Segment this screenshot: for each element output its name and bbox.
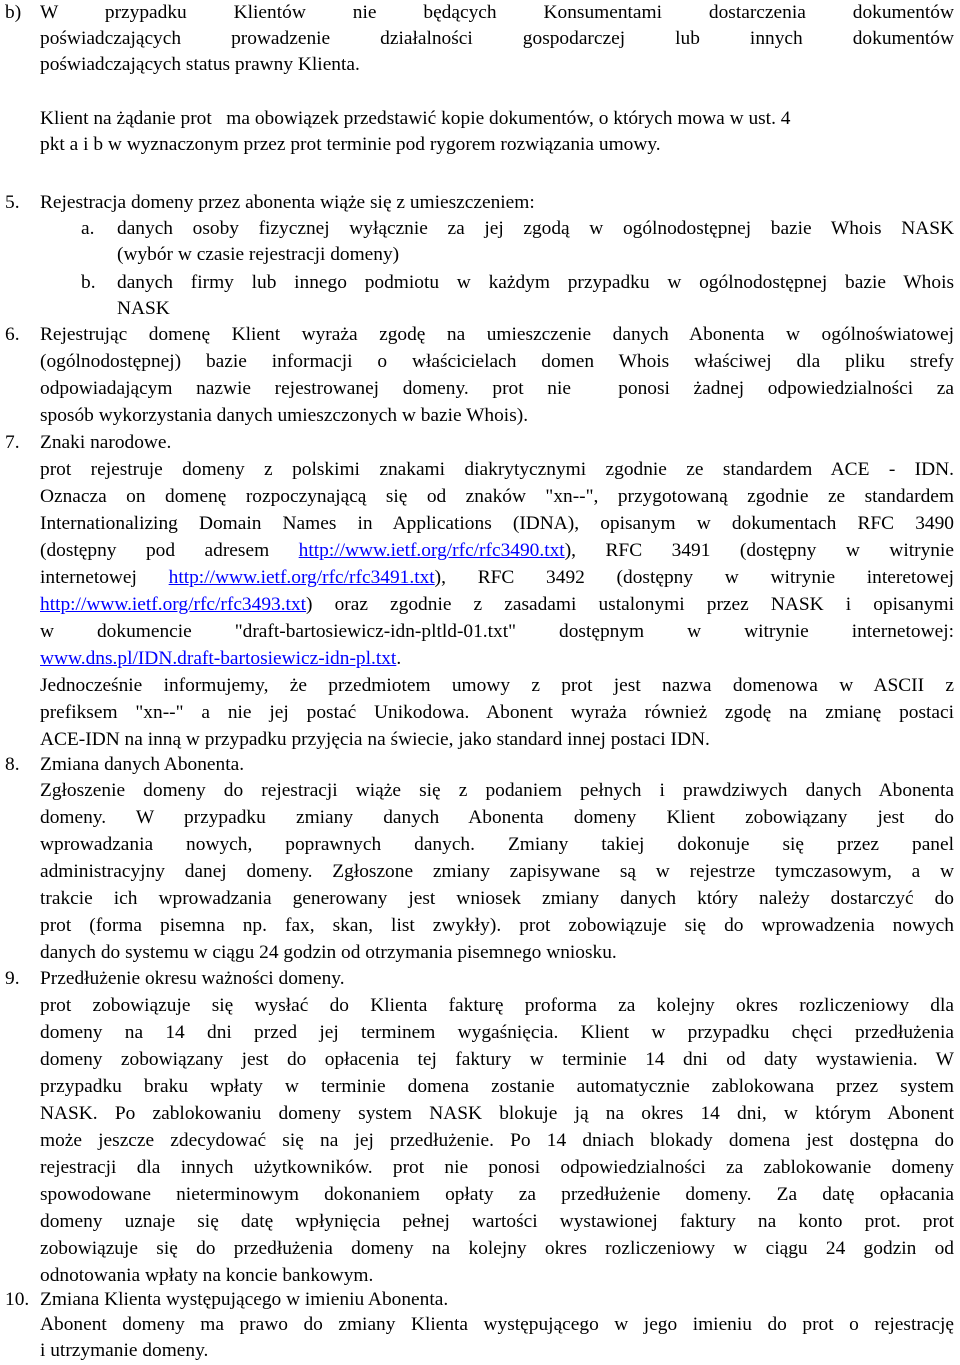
section-5-title: Rejestracja domeny przez abonenta wiąże się z umieszczeniem: (40, 192, 535, 213)
section-7-line: Oznacza on domenę rozpoczynającą się od znaków "xn--", przygotowaną zgodnie ze standardem (40, 486, 954, 507)
section-7-line: w dokumencie "draft-bartosiewicz-idn-pltld-01.txt" dostępnym w witrynie internetowej: (40, 621, 954, 642)
section-8-line: Zgłoszenie domeny do rejestracji wiąże się z podaniem pełnych i prawdziwych danych Abonenta (40, 780, 954, 801)
section-8-line: trakcie ich wprowadzania generowany jest wniosek zmiany danych który należy dostarczyć do (40, 888, 954, 909)
section-7-line (40, 538, 954, 564)
item-b-line: poświadczających status prawny Klienta. (40, 54, 360, 75)
section-7-line: prot rejestruje domeny z polskimi znakami diakrytycznymi zgodnie ze standardem ACE - IDN. (40, 459, 954, 480)
item-b-line: W przypadku Klientów nie będących Konsumentami dostarczenia dokumentów (40, 2, 954, 23)
section-7-line: Jednocześnie informujemy, że przedmiotem umowy z prot jest nazwa domenowa w ASCII z (40, 675, 954, 696)
section-6-line: (ogólnodostępnej) bazie informacji o właścicielach domen Whois właściwej dla pliku strefy (40, 351, 954, 372)
section-5a-line: (wybór w czasie rejestracji domeny) (117, 244, 400, 265)
section-5a-marker: a. (81, 218, 95, 239)
section-5b-marker: b. (81, 272, 96, 293)
rfc3491-link[interactable]: http://www.ietf.org/rfc/rfc3491.txt (168, 567, 435, 588)
section-10-line: i utrzymanie domeny. (40, 1340, 209, 1361)
idn-draft-link[interactable]: www.dns.pl/IDN.draft-bartosiewicz-idn-pl.txt (40, 648, 397, 669)
rfc3493-link[interactable]: http://www.ietf.org/rfc/rfc3493.txt (40, 594, 307, 615)
rfc3490-link[interactable]: http://www.ietf.org/rfc/rfc3490.txt (298, 540, 565, 561)
section-7-text: ) oraz zgodnie z zasadami ustalonymi przez NASK i opisanymi (306, 594, 954, 615)
section-5-number: 5. (5, 192, 20, 213)
section-6-line: sposób wykorzystania danych umieszczonych w bazie Whois). (40, 405, 529, 426)
section-8-line: administracyjny danej domeny. Zgłoszone zmiany zapisywane są w rejestrze tymczasowym, a w (40, 861, 954, 882)
section-7-text: (dostępny pod adresem (40, 540, 299, 561)
section-7-line (40, 646, 960, 672)
section-7-text: ), RFC 3492 (dostępny w witrynie interetowej (434, 567, 955, 588)
item-b-marker: b) (5, 2, 22, 23)
section-7-line (40, 592, 954, 618)
klient-paragraph-line: Klient na żądanie prot ma obowiązek przedstawić kopie dokumentów, o których mowa w ust. 4 (40, 108, 791, 129)
section-9-line: domeny uznaje się datę wpłynięcia pełnej wartości wystawionej faktury na konto prot. prot (40, 1211, 954, 1232)
section-6-number: 6. (5, 324, 20, 345)
section-8-line: wprowadzania nowych, poprawnych danych. Zmiany takiej dokonuje się przez panel (40, 834, 954, 855)
section-8-line: prot (forma pisemna np. fax, skan, list zwykły). prot zobowiązuje się do wprowadzenia nowych (40, 915, 954, 936)
section-9-line: rejestracji dla innych użytkowników. prot nie ponosi odpowiedzialności za zablokowanie domeny (40, 1157, 954, 1178)
item-b-line: poświadczających prowadzenie działalności gospodarczej lub innych dokumentów (40, 28, 954, 49)
section-6-line: odpowiadającym nazwie rejestrowanej domeny. prot nie ponosi żadnej odpowiedzialności za (40, 378, 954, 399)
section-7-line (40, 565, 954, 591)
section-5b-line: danych firmy lub innego podmiotu w każdym przypadku w ogólnodostępnej bazie Whois (117, 272, 954, 293)
section-9-line: odnotowania wpłaty na koncie bankowym. (40, 1265, 374, 1286)
section-7-line: prefiksem "xn--" a nie jej postać Unikodowa. Abonent wyraża również zgodę na zmianę postaci (40, 702, 954, 723)
klient-paragraph-line: pkt a i b w wyznaczonym przez prot terminie pod rygorem rozwiązania umowy. (40, 134, 661, 155)
section-7-number: 7. (5, 432, 20, 453)
section-6-line: Rejestrując domenę Klient wyraża zgodę na umieszczenie danych Abonenta w ogólnoświatowej (40, 324, 954, 345)
section-9-line: może jeszcze zdecydować się na jej przedłużenie. Po 14 dniach blokady domena jest dostępna do (40, 1130, 954, 1151)
section-8-number: 8. (5, 754, 20, 775)
section-7-line: ACE-IDN na inną w przypadku przyjęcia na świecie, jako standard innej postaci IDN. (40, 729, 710, 750)
section-7-text: ), RFC 3491 (dostępny w witrynie (564, 540, 954, 561)
section-9-number: 9. (5, 968, 20, 989)
section-9-title: Przedłużenie okresu ważności domeny. (40, 968, 345, 989)
section-9-line: przypadku braku wpłaty w terminie domena zostanie automatycznie zablokowana przez system (40, 1076, 954, 1097)
section-5a-line: danych osoby fizycznej wyłącznie za jej zgodą w ogólnodostępnej bazie Whois NASK (117, 218, 954, 239)
section-9-line: prot zobowiązuje się wysłać do Klienta fakturę proforma za kolejny okres rozliczeniowy dla (40, 995, 954, 1016)
section-10-line: Abonent domeny ma prawo do zmiany Klienta występującego w jego imieniu do prot o rejestrację (40, 1314, 954, 1335)
section-9-line: domeny zobowiązany jest do opłacenia tej faktury w terminie 14 dni od daty wystawienia. W (40, 1049, 954, 1070)
section-8-line: danych do systemu w ciągu 24 godzin od otrzymania pisemnego wniosku. (40, 942, 617, 963)
section-10-title: Zmiana Klienta występującego w imieniu Abonenta. (40, 1289, 449, 1310)
section-9-line: spowodowane nieterminowym dokonaniem opłaty za przedłużenie domeny. Za datę opłacania (40, 1184, 954, 1205)
section-7-text: internetowej (40, 567, 169, 588)
section-7-line: Internationalizing Domain Names in Applications (IDNA), opisanym w dokumentach RFC 3490 (40, 513, 954, 534)
section-8-title: Zmiana danych Abonenta. (40, 754, 245, 775)
section-8-line: domeny. W przypadku zmiany danych Abonenta domeny Klient zobowiązany jest do (40, 807, 954, 828)
section-7-title: Znaki narodowe. (40, 432, 172, 453)
section-9-line: zobowiązuje się do przedłużenia domeny na kolejny okres rozliczeniowy w ciągu 24 godzin od (40, 1238, 954, 1259)
section-10-number: 10. (5, 1289, 30, 1310)
section-5b-line: NASK (117, 298, 170, 319)
section-9-line: NASK. Po zablokowaniu domeny system NASK blokuje ją na okres 14 dni, w którym Abonent (40, 1103, 954, 1124)
section-7-text: . (396, 648, 402, 669)
section-9-line: domeny na 14 dni przed jej terminem wygaśnięcia. Klient w przypadku chęci przedłużenia (40, 1022, 954, 1043)
